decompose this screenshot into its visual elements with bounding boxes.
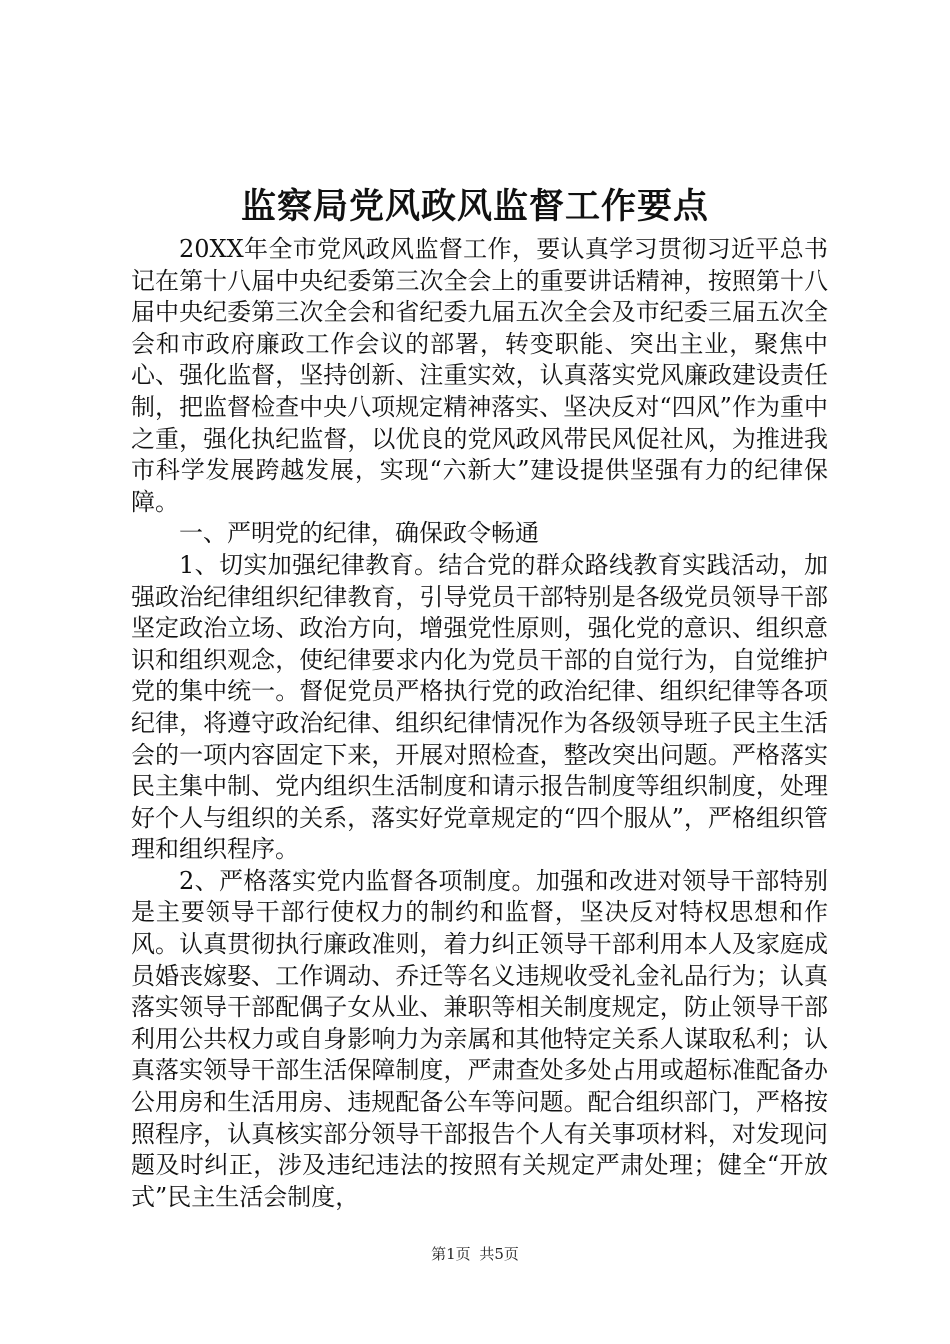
page-number: 第1页 xyxy=(431,1245,471,1263)
page-footer xyxy=(0,1244,950,1264)
document-body xyxy=(131,234,828,1213)
page-total: 共5页 xyxy=(479,1245,519,1263)
paragraph-item-2: 2、严格落实党内监督各项制度。加强和改进对领导干部特别是主要领导干部行使权力的制约和监督，坚决反对特权思想和作风。认真贯彻执行廉政准则，着力纠正领导干部利用本人及家庭成员婚丧嫁娶、工作调动、乔迁等名义违规收受礼金礼品行为；认真落实领导干部配偶子女从业、兼职等相关制度规定，防止领导干部利用公共权力或自身影响力为亲属和其他特定关系人谋取私利；认真落实领导干部生活保障制度，严肃查处多处占用或超标准配备办公用房和生活用房、违规配备公车等问题。配合组织部门，严格按照程序，认真核实部分领导干部报告个人有关事项材料，对发现问题及时纠正，涉及违纪违法的按照有关规定严肃处理；健全“开放式”民主生活会制度， xyxy=(131,866,828,1211)
paragraph-item-1: 1、切实加强纪律教育。结合党的群众路线教育实践活动，加强政治纪律组织纪律教育，引导党员干部特别是各级党员领导干部坚定政治立场、政治方向，增强党性原则，强化党的意识、组织意识和组织观念，使纪律要求内化为党员干部的自觉行为，自觉维护党的集中统一。督促党员严格执行党的政治纪律、组织纪律等各项纪律，将遵守政治纪律、组织纪律情况作为各级领导班子民主生活会的一项内容固定下来，开展对照检查，整改突出问题。严格落实民主集中制、党内组织生活制度和请示报告制度等组织制度，处理好个人与组织的关系，落实好党章规定的“四个服从”，严格组织管理和组织程序。 xyxy=(131,550,828,864)
section-heading-1: 一、严明党的纪律，确保政令畅通 xyxy=(179,519,539,548)
document-title: 监察局党风政风监督工作要点 xyxy=(240,187,709,227)
paragraph-intro: 20XX年全市党风政风监督工作，要认真学习贯彻习近平总书记在第十八届中央纪委第三次全会上的重要讲话精神，按照第十八届中央纪委第三次全会和省纪委九届五次全会及市纪委三届五次全会和市政府廉政工作会议的部署，转变职能、突出主业，聚焦中心、强化监督，坚持创新、注重实效，认真落实党风廉政建设责任制，把监督检查中央八项规定精神落实、坚决反对“四风”作为重中之重，强化执纪监督，以优良的党风政风带民风促社风，为推进我市科学发展跨越发展，实现“六新大”建设提供坚强有力的纪律保障。 xyxy=(131,235,828,516)
